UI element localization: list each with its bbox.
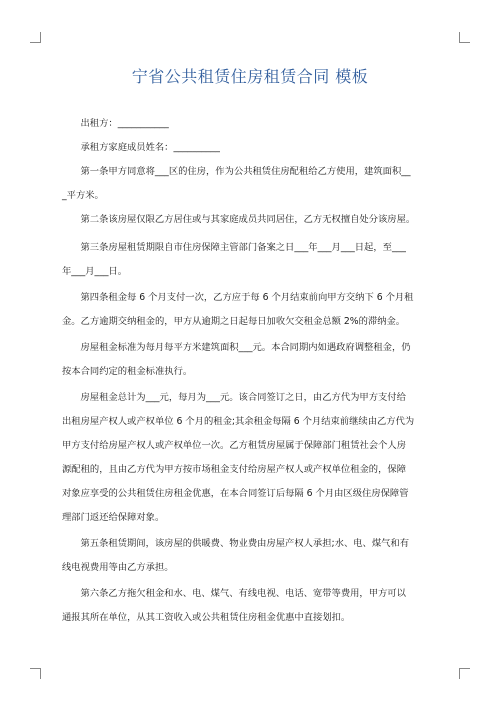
rent-standard-line-2: 按本合同约定的租金标准执行。 [62, 366, 193, 377]
article-6-line-2: 通报其所在单位，从其工资收入或公共租赁住房租金优惠中直接划扣。 [62, 612, 351, 623]
rent-total-line-4: 源配租的，且由乙方代为甲方按市场租金支付给房屋产权人或产权单位租金的，保障 [62, 464, 406, 475]
rent-total-line-3: 甲方支付给房屋产权人或产权单位一次。乙方租赁房屋属于保障部门租赁社会个人房 [62, 440, 406, 451]
crop-mark-bottom-left [30, 668, 41, 679]
article-1-line-1: 第一条甲方同意将___区的住房，作为公共租赁住房配租给乙方使用，建筑面积__ [80, 166, 411, 177]
rent-standard-line-1: 房屋租金标准为每月每平方米建筑面积___元。本合同期内如遇政府调整租金，仍 [80, 342, 411, 353]
lessee-family-field: 承租方家庭成员姓名：__________ [80, 142, 220, 153]
article-5-line-2: 线电视费用等由乙方承担。 [62, 562, 174, 573]
rent-total-line-5: 对象应享受的公共租赁住房租金优惠，在本合同签订后每隔 6 个月由区级住房保障管 [62, 488, 409, 499]
article-2-line-1: 第二条该房屋仅限乙方居住或与其家庭成员共同居住，乙方无权擅自处分该房屋。 [80, 214, 416, 225]
lessor-field: 出租方：___________ [80, 118, 169, 129]
article-6-line-1: 第六条乙方拖欠租金和水、电、煤气、有线电视、电话、宽带等费用，甲方可以 [80, 588, 406, 599]
article-4-line-2: 金。乙方逾期交纳租金的，甲方从逾期之日起每日加收欠交租金总额 2%的滞纳金。 [62, 316, 406, 327]
crop-mark-top-left [30, 32, 41, 43]
article-3-line-2: 年___月___日。 [62, 266, 128, 277]
article-5-line-1: 第五条租赁期间，该房屋的供暖费、物业费由房屋产权人承担;水、电、煤气和有 [80, 538, 410, 549]
crop-mark-bottom-right [459, 668, 470, 679]
article-4-line-1: 第四条租金每 6 个月支付一次，乙方应于每 6 个月结束前向甲方交纳下 6 个月租 [80, 292, 414, 303]
rent-total-line-6: 理部门返还给保障对象。 [62, 512, 165, 523]
crop-mark-top-right [459, 32, 470, 43]
rent-total-line-2: 出租房屋产权人或产权单位 6 个月的租金;其余租金每隔 6 个月结束前继续由乙方代为 [62, 416, 415, 427]
rent-total-line-1: 房屋租金总计为___元，每月为___元。该合同签订之日，由乙方代为甲方支付给 [80, 392, 406, 403]
article-3-line-1: 第三条房屋租赁期限自市住房保障主管部门备案之日___年___月___日起，至___ [80, 242, 406, 253]
document-title: 宁省公共租赁住房租赁合同 模板 [131, 67, 369, 86]
article-1-line-2: _平方米。 [62, 190, 104, 201]
